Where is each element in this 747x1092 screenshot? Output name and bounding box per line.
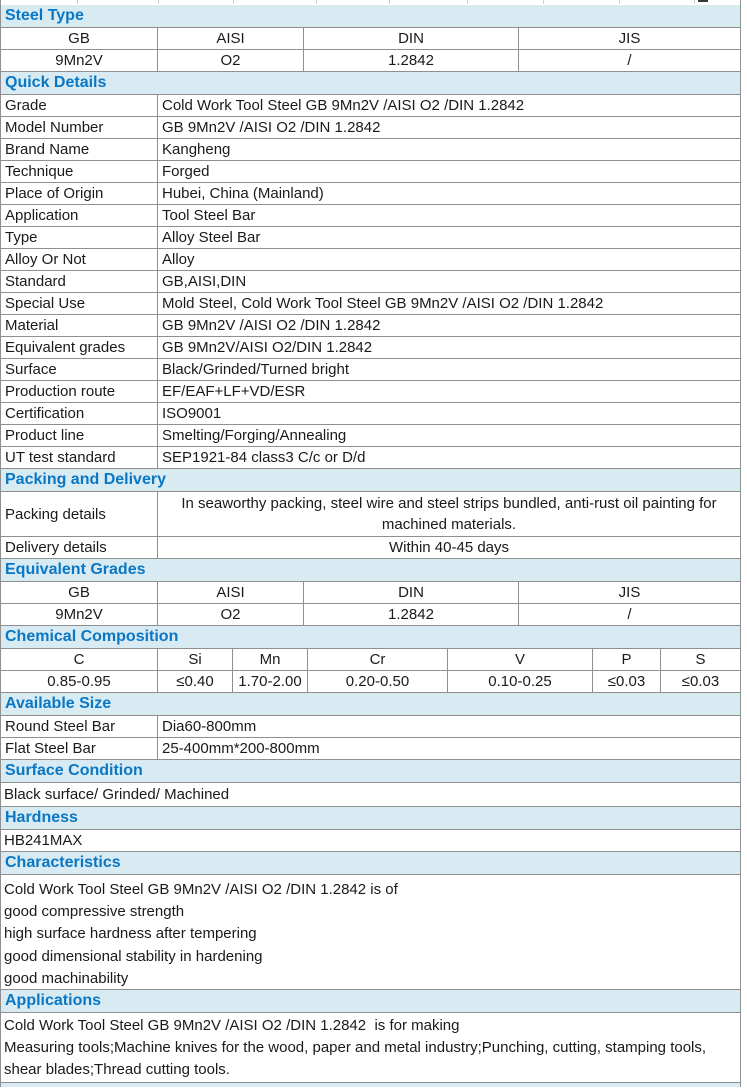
table-row bbox=[1, 50, 740, 72]
detail-value: Mold Steel, Cold Work Tool Steel GB 9Mn2V /AISI O2 /DIN 1.2842 bbox=[162, 295, 604, 312]
detail-value: GB 9Mn2V /AISI O2 /DIN 1.2842 bbox=[162, 119, 381, 136]
grade-value-gb: 9Mn2V bbox=[1, 50, 158, 71]
applications-line: Measuring tools;Machine knives for the wood, paper and metal industry;Punching, cutting, stamping tools, shear blades;Thread cutting tools. bbox=[4, 1039, 711, 1079]
element-value-v: 0.10-0.25 bbox=[448, 671, 593, 692]
gridline bbox=[694, 0, 695, 4]
hardness-text: HB241MAX bbox=[1, 830, 740, 852]
detail-label: Material bbox=[1, 315, 158, 336]
detail-label: Certification bbox=[1, 403, 158, 424]
section-band-applications bbox=[1, 990, 740, 1013]
section-band-available-size bbox=[1, 693, 740, 716]
gridline bbox=[233, 0, 234, 4]
section-band-steel-type bbox=[1, 5, 740, 28]
table-row bbox=[1, 492, 740, 537]
element-value-cr: 0.20-0.50 bbox=[308, 671, 448, 692]
table-row bbox=[1, 537, 740, 559]
table-row bbox=[1, 28, 740, 50]
delivery-details-value: Within 40-45 days bbox=[388, 539, 510, 556]
section-title: Quick Details bbox=[5, 74, 107, 91]
detail-value: Alloy Steel Bar bbox=[162, 229, 261, 246]
packing-details-value: In seaworthy packing, steel wire and steel strips bundled, anti-rust oil painting for machined materials. bbox=[181, 495, 717, 533]
characteristics-line: high surface hardness after tempering bbox=[4, 925, 257, 943]
size-value: 25-400mm*200-800mm bbox=[162, 740, 320, 757]
gridline bbox=[158, 0, 159, 4]
element-value-si: ≤0.40 bbox=[158, 671, 233, 692]
grade-value-aisi: O2 bbox=[158, 604, 304, 625]
table-row bbox=[1, 139, 740, 161]
element-value-mn: 1.70-2.00 bbox=[233, 671, 308, 692]
table-row bbox=[1, 381, 740, 403]
element-header-v: V bbox=[448, 649, 593, 670]
gridline bbox=[389, 0, 390, 4]
next-section-band-cutoff bbox=[1, 1083, 740, 1087]
table-row bbox=[1, 227, 740, 249]
table-row bbox=[1, 649, 740, 671]
detail-value: Tool Steel Bar bbox=[162, 207, 256, 224]
detail-value: EF/EAF+LF+VD/ESR bbox=[162, 383, 306, 400]
table-row bbox=[1, 738, 740, 760]
column-header-gb: GB bbox=[1, 28, 158, 49]
gridline bbox=[77, 0, 78, 4]
detail-value: GB,AISI,DIN bbox=[162, 273, 247, 290]
detail-value: Cold Work Tool Steel GB 9Mn2V /AISI O2 /DIN 1.2842 bbox=[162, 97, 525, 114]
section-band-chemical-composition bbox=[1, 626, 740, 649]
element-header-si: Si bbox=[158, 649, 233, 670]
section-band-hardness bbox=[1, 807, 740, 830]
column-header-aisi: AISI bbox=[158, 28, 304, 49]
top-cropped-row bbox=[1, 0, 740, 5]
characteristics-line: good dimensional stability in hardening bbox=[4, 947, 263, 965]
grade-value-jis: / bbox=[627, 52, 632, 69]
table-row bbox=[1, 183, 740, 205]
section-band-equivalent-grades bbox=[1, 559, 740, 582]
detail-label: Technique bbox=[1, 161, 158, 182]
characteristics-block bbox=[1, 875, 740, 990]
column-header-jis: JIS bbox=[618, 584, 641, 601]
section-title: Steel Type bbox=[5, 7, 84, 24]
cropped-glyph bbox=[698, 0, 708, 2]
column-header-din: DIN bbox=[304, 28, 519, 49]
detail-label: Product line bbox=[1, 425, 158, 446]
section-title: Applications bbox=[5, 992, 102, 1009]
detail-label: Standard bbox=[1, 271, 158, 292]
grade-value-din: 1.2842 bbox=[304, 604, 519, 625]
size-label: Round Steel Bar bbox=[1, 716, 158, 737]
section-title: Available Size bbox=[5, 695, 112, 712]
table-row bbox=[1, 95, 740, 117]
grade-value-din: 1.2842 bbox=[304, 50, 519, 71]
size-label: Flat Steel Bar bbox=[1, 738, 158, 759]
packing-details-label: Packing details bbox=[1, 492, 158, 536]
section-title: Characteristics bbox=[5, 854, 121, 871]
element-value-p: ≤0.03 bbox=[593, 671, 661, 692]
gridline bbox=[467, 0, 468, 4]
characteristics-line: good machinability bbox=[4, 969, 129, 987]
element-header-c: C bbox=[1, 649, 158, 670]
surface-condition-text: Black surface/ Grinded/ Machined bbox=[1, 783, 740, 807]
element-header-mn: Mn bbox=[233, 649, 308, 670]
detail-label: UT test standard bbox=[1, 447, 158, 468]
element-header-p: P bbox=[593, 649, 661, 670]
detail-value: Smelting/Forging/Annealing bbox=[162, 427, 347, 444]
detail-value: Forged bbox=[162, 163, 210, 180]
detail-value: Kangheng bbox=[162, 141, 231, 158]
table-row bbox=[1, 716, 740, 738]
section-title: Surface Condition bbox=[5, 762, 143, 779]
table-row bbox=[1, 271, 740, 293]
element-header-s: S bbox=[695, 651, 706, 668]
detail-value: GB 9Mn2V/AISI O2/DIN 1.2842 bbox=[162, 339, 373, 356]
table-row bbox=[1, 315, 740, 337]
element-header-cr: Cr bbox=[308, 649, 448, 670]
characteristics-line: good compressive strength bbox=[4, 903, 185, 921]
detail-label: Equivalent grades bbox=[1, 337, 158, 358]
section-band-surface-condition bbox=[1, 760, 740, 783]
detail-label: Brand Name bbox=[1, 139, 158, 160]
characteristics-line: Cold Work Tool Steel GB 9Mn2V /AISI O2 /DIN 1.2842 is of bbox=[4, 881, 398, 898]
column-header-gb: GB bbox=[1, 582, 158, 603]
detail-value: Alloy bbox=[162, 251, 195, 268]
gridline bbox=[619, 0, 620, 4]
grade-value-jis: / bbox=[627, 606, 632, 623]
size-value: Dia60-800mm bbox=[162, 718, 257, 735]
gridline bbox=[543, 0, 544, 4]
element-value-s: ≤0.03 bbox=[681, 673, 720, 690]
table-row bbox=[1, 249, 740, 271]
detail-label: Alloy Or Not bbox=[1, 249, 158, 270]
table-row bbox=[1, 359, 740, 381]
table-row bbox=[1, 671, 740, 693]
section-title: Chemical Composition bbox=[5, 628, 179, 645]
table-row bbox=[1, 403, 740, 425]
column-header-jis: JIS bbox=[618, 30, 641, 47]
table-row bbox=[1, 447, 740, 469]
detail-label: Type bbox=[1, 227, 158, 248]
detail-label: Production route bbox=[1, 381, 158, 402]
detail-label: Place of Origin bbox=[1, 183, 158, 204]
table-row bbox=[1, 337, 740, 359]
section-band-quick-details bbox=[1, 72, 740, 95]
table-row bbox=[1, 582, 740, 604]
column-header-din: DIN bbox=[304, 582, 519, 603]
table-row bbox=[1, 205, 740, 227]
grade-value-gb: 9Mn2V bbox=[1, 604, 158, 625]
applications-line: Cold Work Tool Steel GB 9Mn2V /AISI O2 /DIN 1.2842 is for making bbox=[4, 1017, 460, 1034]
section-title: Equivalent Grades bbox=[5, 561, 146, 578]
table-row bbox=[1, 604, 740, 626]
detail-value: Black/Grinded/Turned bright bbox=[162, 361, 350, 378]
detail-label: Special Use bbox=[1, 293, 158, 314]
section-title: Hardness bbox=[5, 809, 78, 826]
table-row bbox=[1, 425, 740, 447]
detail-label: Application bbox=[1, 205, 158, 226]
element-value-c: 0.85-0.95 bbox=[1, 671, 158, 692]
detail-label: Model Number bbox=[1, 117, 158, 138]
detail-value: Hubei, China (Mainland) bbox=[162, 185, 324, 202]
delivery-details-label: Delivery details bbox=[1, 537, 158, 558]
column-header-aisi: AISI bbox=[158, 582, 304, 603]
applications-block bbox=[1, 1013, 740, 1083]
section-band-packing-delivery bbox=[1, 469, 740, 492]
table-row bbox=[1, 293, 740, 315]
grade-value-aisi: O2 bbox=[158, 50, 304, 71]
table-row bbox=[1, 161, 740, 183]
section-band-characteristics bbox=[1, 852, 740, 875]
table-row bbox=[1, 117, 740, 139]
detail-label: Grade bbox=[1, 95, 158, 116]
detail-value: SEP1921-84 class3 C/c or D/d bbox=[162, 449, 366, 466]
detail-label: Surface bbox=[1, 359, 158, 380]
detail-value: ISO9001 bbox=[162, 405, 222, 422]
section-title: Packing and Delivery bbox=[5, 471, 166, 488]
gridline bbox=[316, 0, 317, 4]
detail-value: GB 9Mn2V /AISI O2 /DIN 1.2842 bbox=[162, 317, 381, 334]
